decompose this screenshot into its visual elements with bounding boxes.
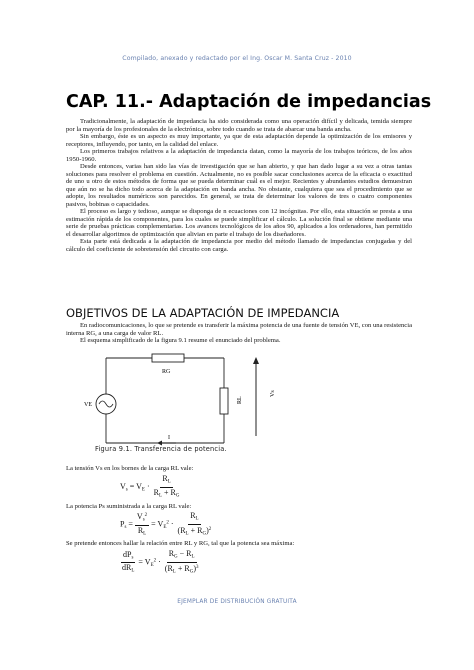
equation-intro: Se pretende entonces hallar la relación entre RL y RG, tal que la potencia sea máxima: <box>66 540 295 547</box>
equation-ps: $P_s$ = $\frac{V_s^2}{R_L}$ = $V_E^2$ · $\frac{R_L}{(R_L + R_G)^2}$ <box>120 511 212 536</box>
section-heading: OBJETIVOS DE LA ADAPTACIÓN DE IMPEDANCIA <box>66 306 340 320</box>
equation-derivative: $\frac{dP_s}{dR_L}$ = $V_E^2$ · $\frac{R_G - R_L}{(R_L + R_G)^3}$ <box>122 549 199 574</box>
circuit-diagram <box>66 350 406 460</box>
header-credit: Compilado, anexado y redactado por el Ing. Oscar M. Santa Cruz - 2010 <box>122 55 352 62</box>
paragraph: Esta parte está dedicada a la adaptación de impedancia por medio del método llamado de impedancias conjugadas y del cálculo del coeficiente de sobretensión del circuito con carga. <box>66 238 412 253</box>
source-label: VE <box>84 402 92 408</box>
resistor-rg-icon <box>152 354 184 362</box>
equation-vs: $V_s = V_E$ · $\frac{R_L}{R_L + R_G}$ <box>120 474 180 498</box>
paragraph: Sin embargo, éste es un aspecto es muy importante, ya que de esta adaptación depende la optimización de los emisores y receptores, influyendo, por tanto, en la calidad del enlace. <box>66 133 412 148</box>
equation-intro: La tensión Vs en los bornes de la carga RL vale: <box>66 465 194 472</box>
arrow-head-icon <box>253 357 259 364</box>
paragraph: Los primeros trabajos relativos a la adaptación de impedancia datan, como la mayoría de los trabajos teóricos, de los años 1950-1960. <box>66 148 412 163</box>
rl-label: RL <box>237 396 243 404</box>
paragraph: Tradicionalmente, la adaptación de impedancia ha sido considerada como una operación difícil y delicada, temida siempre por la mayoría de los profesionales de la electrónica, sobre todo cuando se trata de abarcar una banda ancha. <box>66 118 412 133</box>
figure-caption: Figura 9.1. Transferencia de potencia. <box>95 445 227 453</box>
resistor-rl-icon <box>220 388 228 414</box>
equation-intro: La potencia Ps suministrada a la carga RL vale: <box>66 503 192 510</box>
vs-label: Vs <box>270 390 276 397</box>
intro-text <box>66 118 412 253</box>
current-label: I <box>168 435 170 441</box>
paragraph: El esquema simplificado de la figura 9.1 resume el enunciado del problema. <box>80 337 281 344</box>
paragraph: Desde entonces, varias han sido las vías de investigación que se han abierto, y que han dado lugar a su vez a otras tantas soluciones para resolver el problema en cuestión. Actualmente, no es posible sacar conclusiones acerca de la eficacia o exactitud de uno u otro de estos métodos de forma que se pueda determinar cuál es el mejor. Recientes y abundantes estudios demuestran que aún no se ha dicho todo acerca de la adaptación en banda ancha. No obstante, cualquiera que sea el procedimiento que se adopte, los resultados numéricos son parecidos. En general, se trata de determinar los valores de tres o cuatro componentes pasivos, bobinas o capacidades. <box>66 163 412 208</box>
rg-label: RG <box>162 369 171 375</box>
section-text <box>66 322 412 345</box>
paragraph: El proceso es largo y tedioso, aunque se disponga de n ecuaciones con 12 incógnitas. Por ello, esta situación se presta a una estimación rápida de los componentes, para los cuales se puede simplificar el cálculo. La solución final se obtiene mediante una serie de pruebas prácticas complementarias. Los avances tecnológicos de los años 90, aplicados a los ordenadores, han permitido el desarrollar algoritmos de optimización que alivian en parte el trabajo de los diseñadores. <box>66 208 412 238</box>
footer-notice: EJEMPLAR DE DISTRIBUCIÓN GRATUITA <box>177 599 297 605</box>
paragraph: En radiocomunicaciones, lo que se pretende es transferir la máxima potencia de una fuente de tensión VE, con una resistencia interna RG, a una carga de valor RL. <box>66 322 412 337</box>
chapter-title: CAP. 11.- Adaptación de impedancias <box>66 92 432 112</box>
